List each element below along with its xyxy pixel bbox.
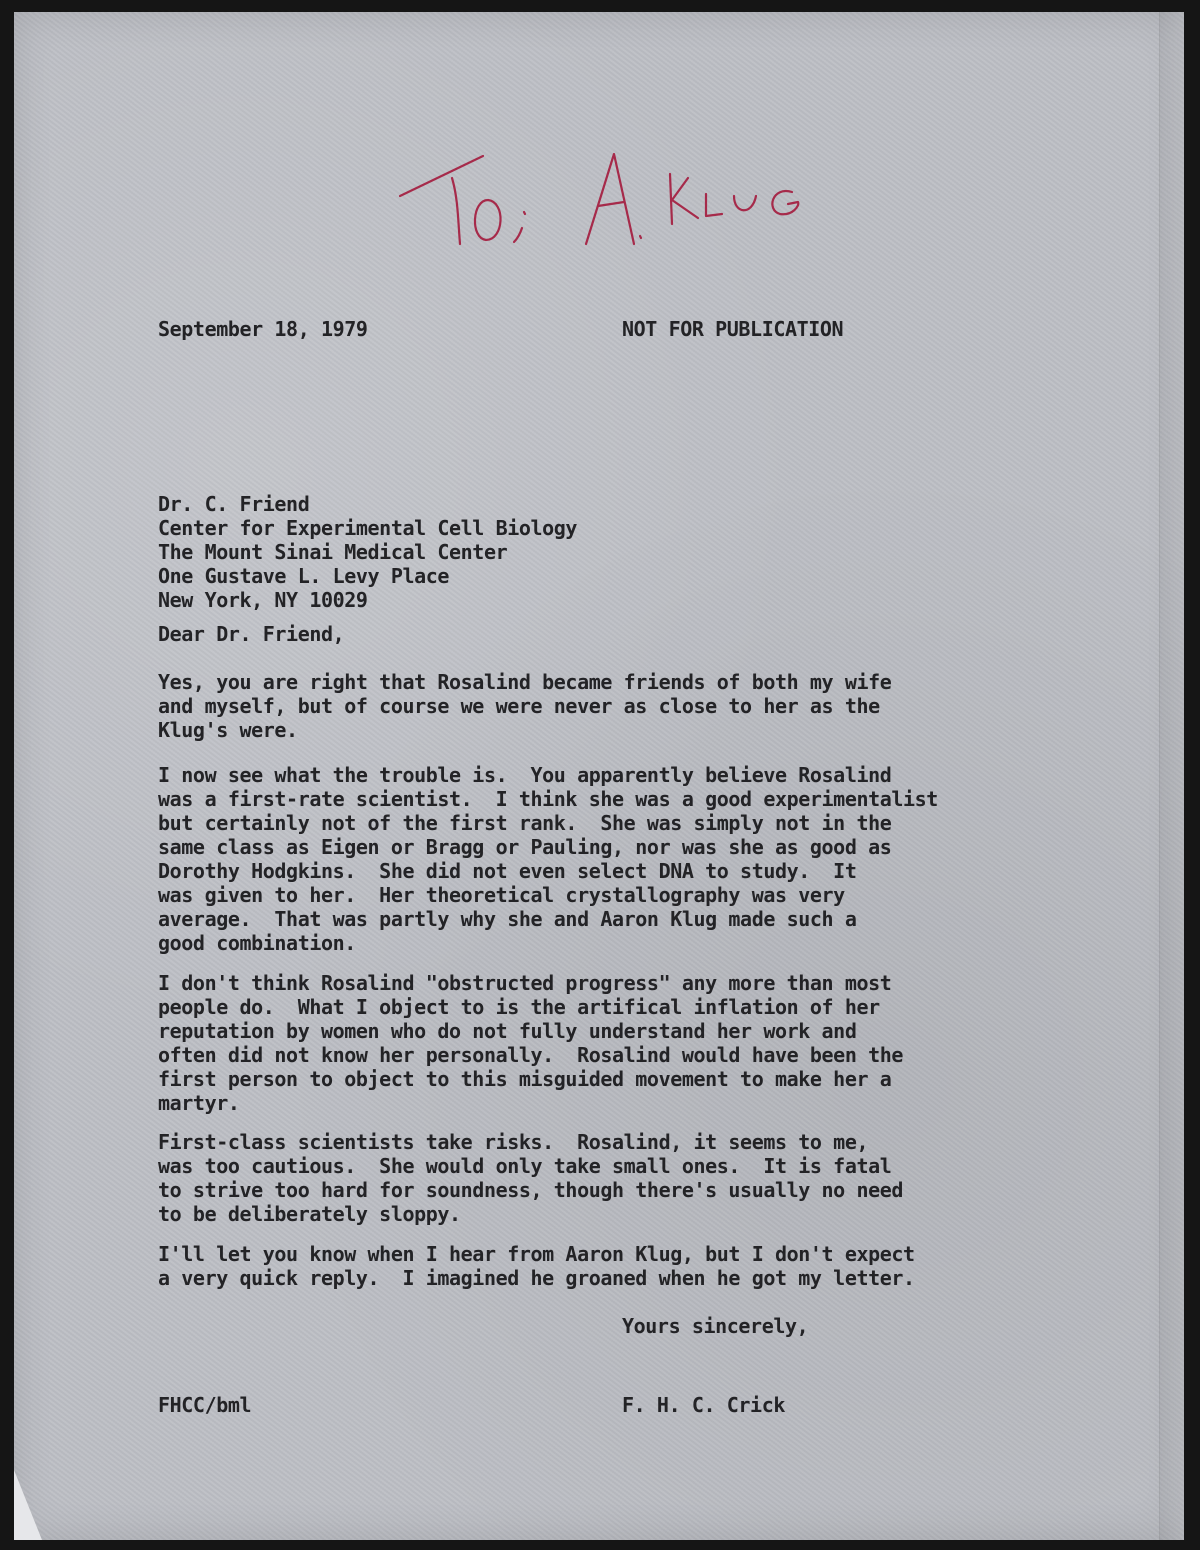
address-line: One Gustave L. Levy Place [158,564,450,588]
salutation: Dear Dr. Friend, [158,622,345,646]
address-line: The Mount Sinai Medical Center [158,540,508,564]
address-line: New York, NY 10029 [158,588,368,612]
body-paragraph-1: Yes, you are right that Rosalind became friends of both my wife and myself, but of course we were never as close to her as the Klug's were. [158,670,892,742]
handwritten-annotation [388,148,848,258]
folded-corner [14,1470,42,1540]
paper-edge [1159,12,1184,1540]
recipient-address [158,492,577,612]
letter-date: September 18, 1979 [158,317,368,341]
body-paragraph-5: I'll let you know when I hear from Aaron Klug, but I don't expect a very quick reply. I imagined he groaned when he got my letter. [158,1242,915,1290]
complimentary-closing: Yours sincerely, [622,1314,809,1338]
body-paragraph-3: I don't think Rosalind "obstructed progress" any more than most people do. What I object to is the artifical inflation of her reputation by women who do not fully understand her work and often did not know her personally. Rosalind would have been the first person to object to this misguided movement to make her a martyr. [158,971,904,1115]
body-paragraph-4: First-class scientists take risks. Rosalind, it seems to me, was too cautious. She would only take small ones. It is fatal to strive too hard for soundness, though there's usually no need to be deliberately sloppy. [158,1130,904,1226]
classification-label: NOT FOR PUBLICATION [622,317,844,341]
signatory-name: F. H. C. Crick [622,1393,785,1417]
address-line: Center for Experimental Cell Biology [158,516,578,540]
body-paragraph-2: I now see what the trouble is. You apparently believe Rosalind was a first-rate scientist. I think she was a good experimentalist but certainly not of the first rank. She was simply not in the same class as Eigen or Bragg or Pauling, nor was she as good as Dorothy Hodgkins. She did not even select DNA to study. It was given to her. Her theoretical crystallography was very average. That was partly why she and Aaron Klug made such a good combination. [158,763,938,955]
typist-initials: FHCC/bml [158,1393,252,1417]
address-line: Dr. C. Friend [158,492,310,516]
